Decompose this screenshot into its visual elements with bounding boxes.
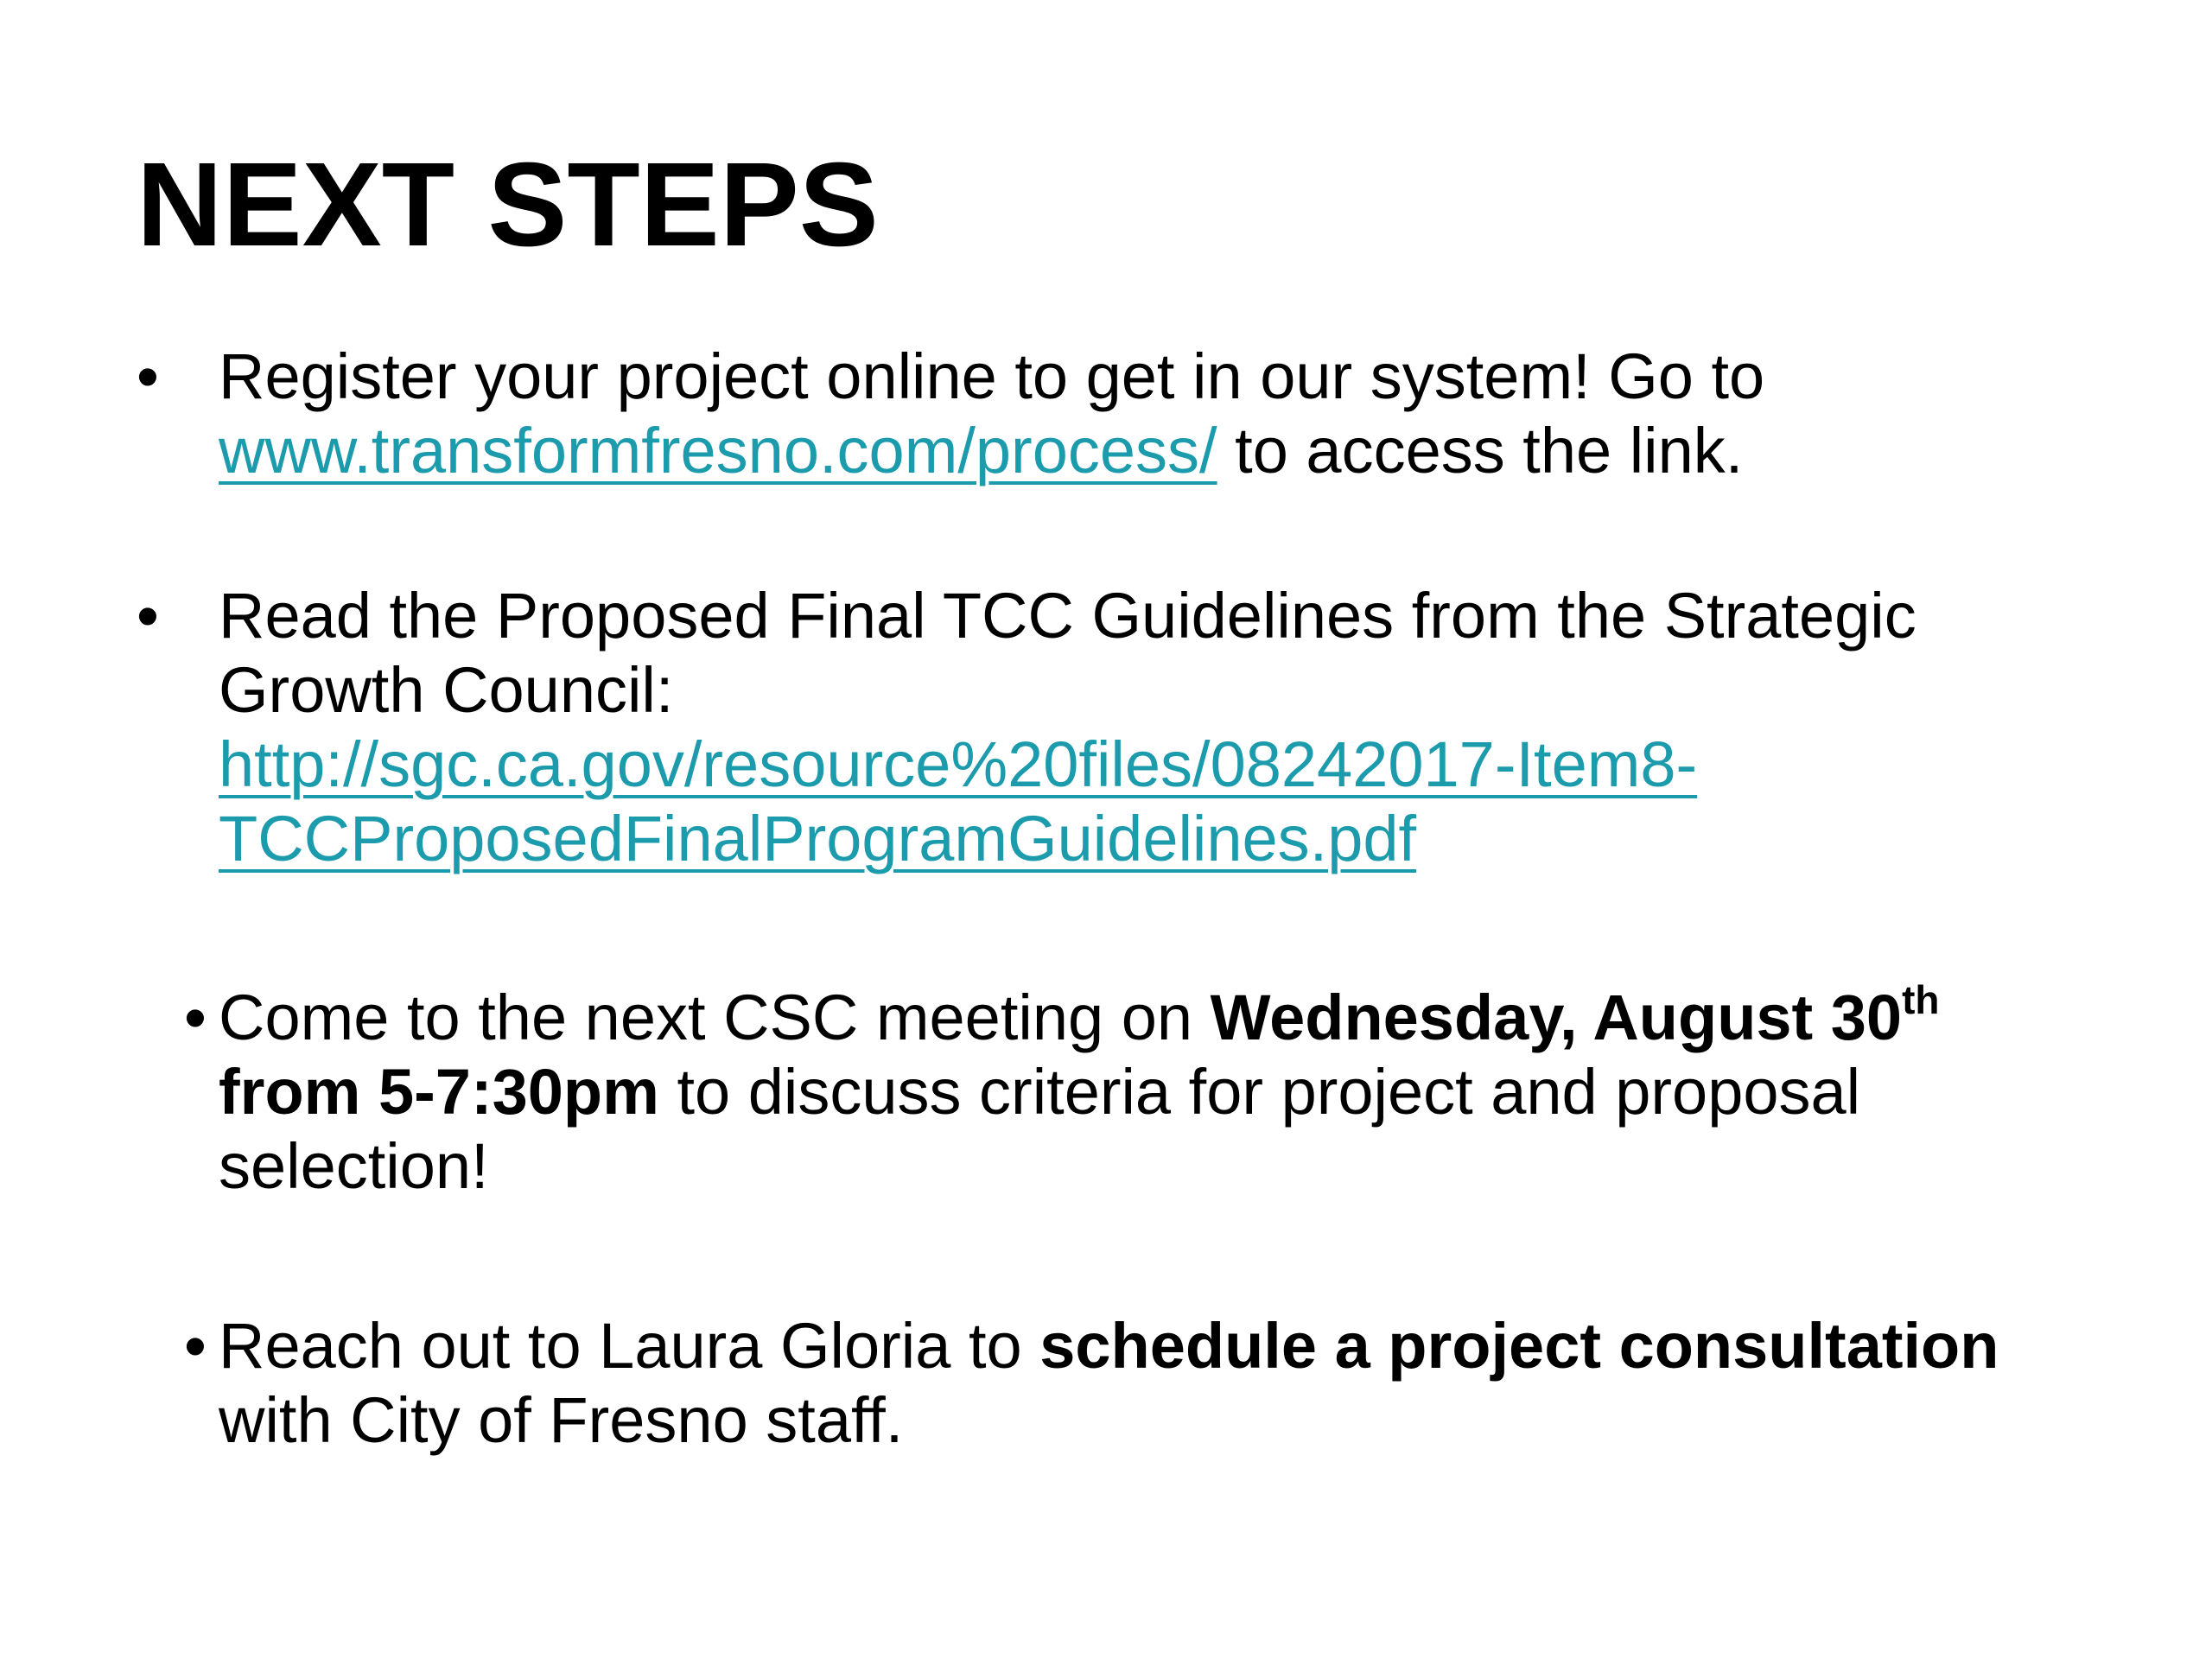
guidelines-link-line1: http://sgc.ca.gov/resource%20files/08242017-Item8- [219, 728, 1698, 800]
bullet-text: to discuss criteria for project and proposal selection! [219, 1056, 1861, 1202]
bullet-text: Come to the next CSC meeting on [219, 982, 1211, 1053]
bullet-marker: • [184, 982, 207, 1053]
bullet-text: Register your project online to get in our system! Go to [219, 340, 1765, 412]
bullet-text: Read the Proposed Final TCC Guidelines from the Strategic Growth Council: [219, 580, 1916, 726]
slide-title: NEXT STEPS [137, 138, 879, 271]
bullet-marker: • [137, 580, 159, 652]
bullet-register [137, 340, 2102, 488]
bullet-text: to access the link. [1217, 415, 1744, 486]
bullet-marker: • [184, 1310, 207, 1382]
bullet-read-guidelines [137, 579, 2102, 876]
bullet-csc-meeting [184, 977, 2102, 1204]
meeting-date: Wednesday, August 30 [1210, 982, 1903, 1053]
bullet-marker: • [137, 340, 159, 412]
guidelines-link-line2: TCCProposedFinalProgramGuidelines.pdf [219, 803, 1417, 874]
consultation-emphasis: schedule a project consultation [1039, 1310, 1999, 1382]
bullet-text: with City of Fresno staff. [219, 1384, 904, 1456]
transformfresno-link[interactable]: www.transformfresno.com/process/ [219, 415, 1217, 486]
guidelines-pdf-link[interactable] [219, 728, 1697, 874]
meeting-time: from 5-7:30pm [219, 1056, 659, 1128]
bullet-consultation [184, 1309, 2102, 1458]
date-ordinal-suffix: th [1902, 977, 1940, 1022]
bullet-text: Reach out to Laura Gloria to [219, 1310, 1040, 1382]
